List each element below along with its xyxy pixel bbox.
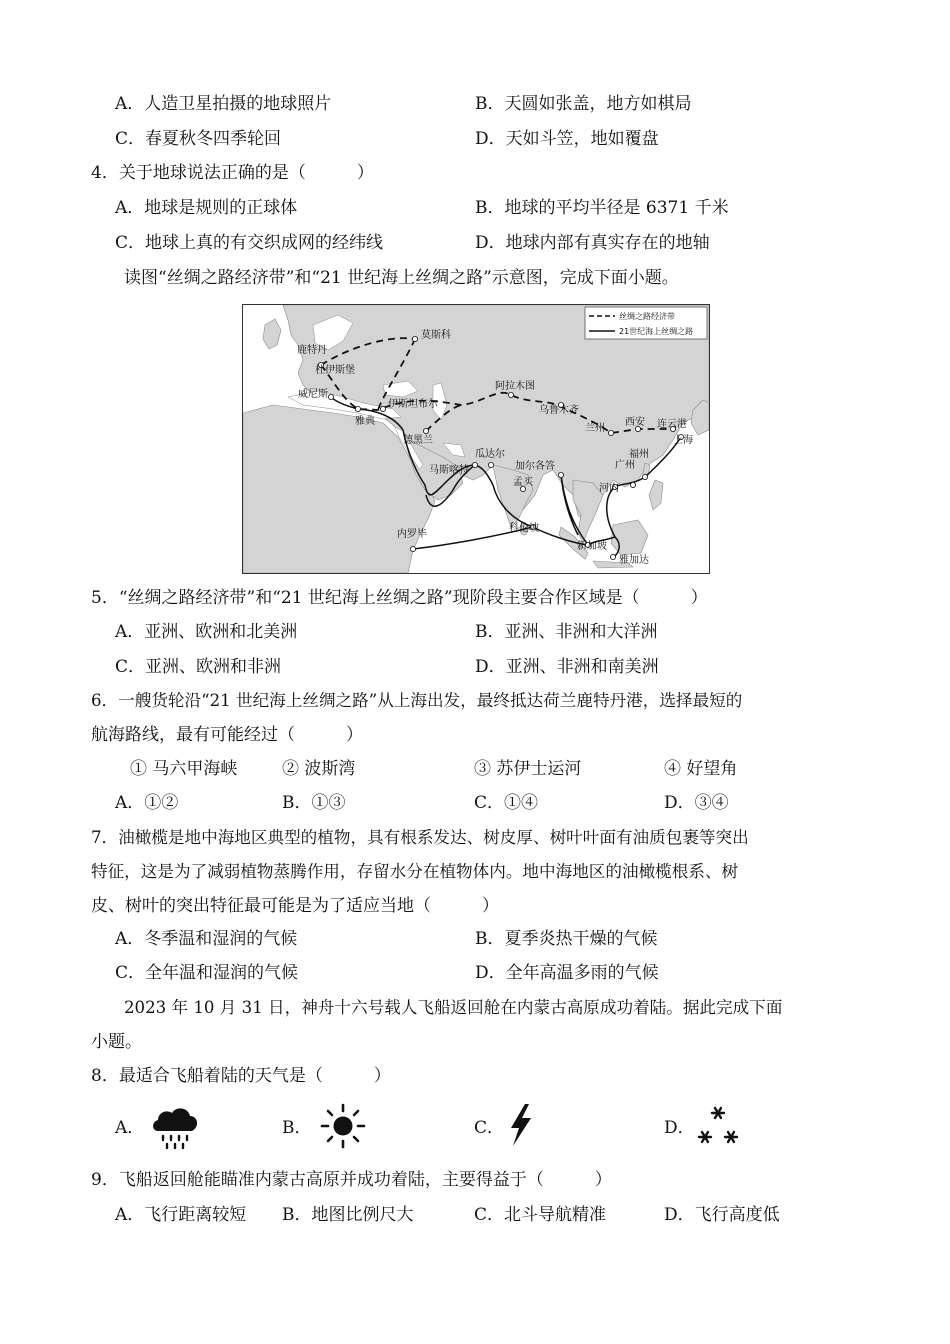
- q6-option-a: A．①②: [115, 793, 179, 813]
- q8-option-d: D．: [664, 1118, 695, 1138]
- city-istanbul: 伊斯坦布尔: [388, 399, 438, 410]
- rain-icon: [150, 1105, 200, 1151]
- city-hanoi: 河内: [599, 483, 619, 494]
- q6-stem-line1: 6．一艘货轮沿“21 世纪海上丝绸之路”从上海出发，最终抵达荷兰鹿特丹港，选择最短的: [91, 691, 743, 710]
- lightning-icon: [505, 1102, 535, 1148]
- city-singapore: 新加坡: [577, 541, 607, 552]
- q7-option-c: C．全年温和湿润的气候: [115, 963, 299, 983]
- q6-item-4: ④ 好望角: [664, 759, 738, 779]
- city-venice: 威尼斯: [298, 389, 328, 400]
- q5-option-d: D．亚洲、非洲和南美洲: [475, 657, 659, 677]
- city-athens: 雅典: [355, 416, 375, 427]
- q3-option-d: D．天如斗笠，地如覆盘: [475, 129, 659, 149]
- q3-option-b: B．天圆如张盖，地方如棋局: [475, 94, 692, 114]
- q5-stem: 5．“丝绸之路经济带”和“21 世纪海上丝绸之路”现阶段主要合作区域是（ ）: [91, 588, 708, 608]
- q8-stem: 8．最适合飞船着陆的天气是（ ）: [91, 1066, 391, 1086]
- q7-option-d: D．全年高温多雨的气候: [475, 963, 659, 983]
- q4-stem: 4．关于地球说法正确的是（ ）: [91, 163, 374, 183]
- q6-option-c: C．①④: [474, 793, 539, 813]
- q9-option-d: D．飞行高度低: [664, 1205, 780, 1225]
- q4-option-a: A．地球是规则的正球体: [115, 198, 298, 218]
- intro-2023-line1: 2023 年 10 月 31 日，神舟十六号载人飞船返回舱在内蒙古高原成功着陆。据此完成下面: [124, 998, 783, 1017]
- city-lianyungang: 连云港: [657, 419, 687, 430]
- city-mumbai: 孟买: [513, 477, 533, 488]
- q4-option-b: B．地球的平均半径是 6371 千米: [475, 198, 729, 218]
- legend-sea-label: 21世纪海上丝绸之路: [619, 327, 694, 336]
- city-guangzhou: 广州: [615, 460, 635, 471]
- silk-road-map: [242, 304, 710, 574]
- city-tehran: 德黑兰: [403, 435, 433, 446]
- map-legend: [585, 307, 707, 339]
- city-duisburg: 杜伊斯堡: [315, 365, 355, 376]
- sunny-icon: [316, 1102, 368, 1150]
- q5-option-c: C．亚洲、欧洲和非洲: [115, 657, 282, 677]
- city-rotterdam: 鹿特丹: [297, 345, 327, 356]
- city-urumqi: 乌鲁木齐: [539, 405, 579, 416]
- q9-option-a: A．飞行距离较短: [115, 1205, 247, 1225]
- q6-stem-line2: 航海路线，最有可能经过（ ）: [91, 725, 363, 745]
- city-lanzhou: 兰州: [585, 423, 605, 434]
- snow-icon: [694, 1104, 742, 1148]
- city-almaty: 阿拉木图: [495, 381, 535, 392]
- q7-stem-line1: 7．油橄榄是地中海地区典型的植物，具有根系发达、树皮厚、树叶叶面有油质包裹等突出: [91, 828, 749, 847]
- q6-item-1: ① 马六甲海峡: [130, 759, 238, 779]
- q5-option-b: B．亚洲、非洲和大洋洲: [475, 622, 658, 642]
- q6-item-2: ② 波斯湾: [282, 759, 356, 779]
- q3-option-a: A．人造卫星拍摄的地球照片: [115, 94, 332, 114]
- q5-option-a: A．亚洲、欧洲和北美洲: [115, 622, 298, 642]
- city-fuzhou: 福州: [629, 449, 649, 460]
- map-intro: 读图“丝绸之路经济带”和“21 世纪海上丝绸之路”示意图，完成下面小题。: [124, 268, 679, 288]
- q9-stem: 9．飞船返回舱能瞄准内蒙古高原并成功着陆，主要得益于（ ）: [91, 1170, 612, 1190]
- city-colombo: 科伦坡: [509, 523, 539, 534]
- q4-option-d: D．地球内部有真实存在的地轴: [475, 233, 710, 253]
- city-jakarta: 雅加达: [619, 555, 649, 566]
- q7-stem-line2: 特征，这是为了减弱植物蒸腾作用，存留水分在植物体内。地中海地区的油橄榄根系、树: [91, 862, 739, 881]
- city-kolkata: 加尔各答: [515, 461, 555, 472]
- city-shanghai: 上海: [673, 435, 693, 446]
- q9-option-c: C．北斗导航精准: [474, 1205, 607, 1225]
- q9-option-b: B．地图比例尺大: [282, 1205, 414, 1225]
- legend-land-label: 丝绸之路经济带: [619, 312, 675, 321]
- q3-option-c: C．春夏秋冬四季轮回: [115, 129, 282, 149]
- q6-item-3: ③ 苏伊士运河: [474, 759, 582, 779]
- city-nairobi: 内罗毕: [397, 529, 427, 540]
- intro-2023-line2: 小题。: [91, 1032, 142, 1052]
- city-muscat: 马斯喀特: [429, 465, 469, 476]
- q7-stem-line3: 皮、树叶的突出特征最可能是为了适应当地（ ）: [91, 896, 499, 916]
- q7-option-b: B．夏季炎热干燥的气候: [475, 929, 658, 949]
- q6-option-d: D．③④: [664, 793, 729, 813]
- city-xian: 西安: [625, 417, 645, 428]
- q7-option-a: A．冬季温和湿润的气候: [115, 929, 298, 949]
- city-moscow: 莫斯科: [421, 330, 451, 341]
- q8-option-b: B．: [282, 1118, 312, 1138]
- q8-option-c: C．: [474, 1118, 505, 1138]
- q4-option-c: C．地球上真的有交织成网的经纬线: [115, 233, 384, 253]
- city-gwadar: 瓜达尔: [475, 449, 505, 460]
- q8-option-a: A．: [115, 1118, 145, 1138]
- q6-option-b: B．①③: [282, 793, 346, 813]
